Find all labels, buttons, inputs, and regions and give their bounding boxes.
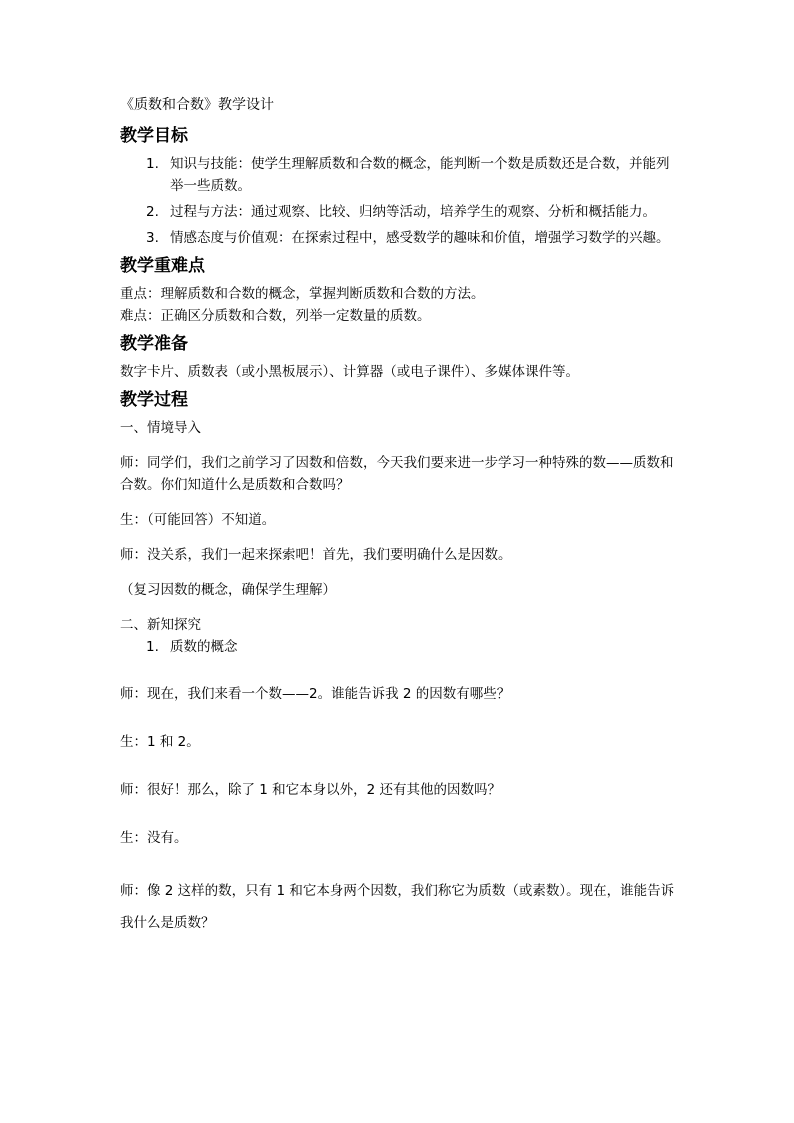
goal-item — [120, 227, 680, 249]
dialogue-paragraph: 生：（可能回答）不知道。 — [120, 512, 276, 528]
part1-title: 一、情境导入 — [120, 420, 201, 436]
goal-item-number: 2. — [146, 204, 159, 220]
part2-sublist — [120, 636, 680, 658]
heading-preparation: 教学准备 — [120, 334, 188, 354]
dialogue-paragraph: 师：现在，我们来看一个数——2。谁能告诉我 2 的因数有哪些？ — [120, 686, 511, 702]
part2-title: 二、新知探究 — [120, 617, 201, 633]
dialogue-paragraph: 师：像 2 这样的数，只有 1 和它本身两个因数，我们称它为质数（或素数）。现在，谁能告诉我什么是质数？ — [120, 883, 675, 931]
goal-item-text: 情感态度与价值观：在探索过程中，感受数学的趣味和价值，增强学习数学的兴趣。 — [170, 230, 670, 246]
goal-item-text: 过程与方法：通过观察、比较、归纳等活动，培养学生的观察、分析和概括能力。 — [170, 204, 656, 220]
heading-key-points: 教学重难点 — [120, 256, 205, 276]
sub-item — [120, 636, 680, 658]
dialogue-paragraph: 生：1 和 2。 — [120, 734, 200, 750]
heading-process: 教学过程 — [120, 390, 188, 410]
dialogue-paragraph: （复习因数的概念，确保学生理解） — [120, 582, 336, 598]
dialogue-paragraph: 师：同学们，我们之前学习了因数和倍数，今天我们要来进一步学习一种特殊的数——质数和合数。你们知道什么是质数和合数吗？ — [120, 455, 674, 493]
goal-item-number: 1. — [146, 156, 159, 172]
goal-item-number: 3. — [146, 230, 159, 246]
goal-item-text: 知识与技能：使学生理解质数和合数的概念，能判断一个数是质数还是合数，并能列举一些质数。 — [170, 156, 670, 194]
sub-item-number: 1. — [146, 639, 159, 655]
key-point-line: 重点：理解质数和合数的概念，掌握判断质数和合数的方法。 — [120, 286, 485, 302]
dialogue-paragraph: 师：很好！那么，除了 1 和它本身以外，2 还有其他的因数吗？ — [120, 782, 502, 798]
difficulty-line: 难点：正确区分质数和合数，列举一定数量的质数。 — [120, 308, 431, 324]
preparation-text: 数字卡片、质数表（或小黑板展示）、计算器（或电子课件）、多媒体课件等。 — [120, 364, 579, 380]
dialogue-paragraph: 生：没有。 — [120, 830, 188, 846]
heading-goals: 教学目标 — [120, 126, 188, 146]
dialogue-paragraph: 师：没关系，我们一起来探索吧！首先，我们要明确什么是因数。 — [120, 547, 512, 563]
goal-item — [120, 201, 680, 223]
sub-item-text: 质数的概念 — [170, 639, 238, 655]
goals-list — [120, 153, 680, 249]
goal-item — [120, 153, 680, 197]
document-title: 《质数和合数》教学设计 — [120, 97, 274, 113]
document-body — [120, 93, 680, 939]
